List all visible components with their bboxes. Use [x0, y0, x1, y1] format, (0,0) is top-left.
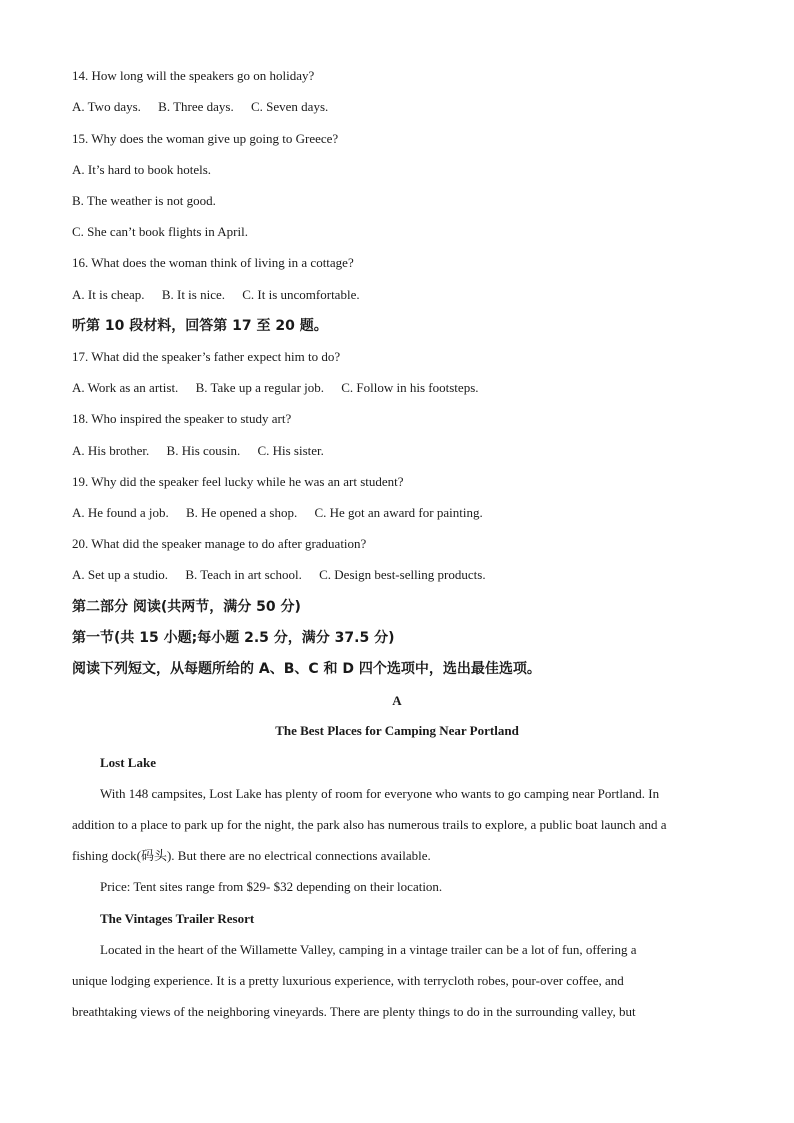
option-a: A. He found a job.: [72, 505, 169, 520]
question-15-option-a: A. It’s hard to book hotels.: [72, 162, 212, 177]
question-14-options: [72, 99, 328, 115]
question-18-options: [72, 443, 324, 459]
paragraph-line: addition to a place to park up for the night, the park also has numerous trails to explore, a public boat launch and a: [72, 817, 667, 832]
option-a: A. Set up a studio.: [72, 567, 169, 582]
passage-letter: A: [392, 693, 402, 708]
price-line: Price: Tent sites range from $29- $32 depending on their location.: [100, 879, 443, 894]
option-c: C. It is uncomfortable.: [242, 287, 360, 302]
question-14-stem: 14. How long will the speakers go on holiday?: [72, 68, 315, 83]
option-b: B. His cousin.: [166, 443, 241, 458]
question-18-stem: 18. Who inspired the speaker to study art?: [72, 411, 292, 426]
option-b: B. He opened a shop.: [186, 505, 298, 520]
option-a: A. His brother.: [72, 443, 150, 458]
paragraph-line: With 148 campsites, Lost Lake has plenty of room for everyone who wants to go camping near Portland. In: [100, 786, 660, 801]
option-c: C. Design best-selling products.: [319, 567, 486, 582]
option-b: B. Teach in art school.: [185, 567, 302, 582]
paragraph-line: unique lodging experience. It is a pretty luxurious experience, with terrycloth robes, pour-over coffee, and: [72, 973, 624, 988]
section-10-instruction: 听第 10 段材料，回答第 17 至 20 题。: [72, 318, 328, 334]
paragraph-line: Located in the heart of the Willamette Valley, camping in a vintage trailer can be a lot of fun, offering a: [100, 942, 637, 957]
question-20-options: [72, 567, 486, 583]
option-b: B. Take up a regular job.: [195, 380, 325, 395]
passage-heading-lost-lake: Lost Lake: [100, 755, 156, 770]
question-15-stem: 15. Why does the woman give up going to Greece?: [72, 131, 339, 146]
option-b: B. Three days.: [158, 99, 234, 114]
question-20-stem: 20. What did the speaker manage to do after graduation?: [72, 536, 367, 551]
question-17-options: [72, 380, 479, 396]
question-16-stem: 16. What does the woman think of living in a cottage?: [72, 255, 354, 270]
question-19-options: [72, 505, 483, 521]
question-15-option-b: B. The weather is not good.: [72, 193, 216, 208]
part-2-title: 第二部分 阅读(共两节，满分 50 分): [72, 599, 301, 615]
option-c: C. His sister.: [257, 443, 324, 458]
option-c: C. Follow in his footsteps.: [341, 380, 479, 395]
passage-title: The Best Places for Camping Near Portland: [275, 723, 519, 738]
section-1-title: 第一节(共 15 小题;每小题 2.5 分，满分 37.5 分): [72, 630, 395, 646]
option-c: C. He got an award for painting.: [314, 505, 483, 520]
question-19-stem: 19. Why did the speaker feel lucky while he was an art student?: [72, 474, 404, 489]
option-b: B. It is nice.: [161, 287, 225, 302]
option-a: A. Two days.: [72, 99, 141, 114]
option-c: C. Seven days.: [250, 99, 329, 114]
paragraph-line: breathtaking views of the neighboring vineyards. There are plenty things to do in the surrounding valley, but: [72, 1004, 636, 1019]
question-15-option-c: C. She can’t book flights in April.: [72, 224, 248, 239]
question-16-options: [72, 287, 360, 303]
paragraph-line: fishing dock(码头). But there are no electrical connections available.: [72, 848, 431, 863]
question-17-stem: 17. What did the speaker’s father expect him to do?: [72, 349, 341, 364]
passage-heading-vintages: The Vintages Trailer Resort: [100, 911, 255, 926]
option-a: A. Work as an artist.: [72, 380, 179, 395]
option-a: A. It is cheap.: [72, 287, 145, 302]
reading-instruction: 阅读下列短文，从每题所给的 A、B、C 和 D 四个选项中，选出最佳选项。: [72, 661, 541, 677]
